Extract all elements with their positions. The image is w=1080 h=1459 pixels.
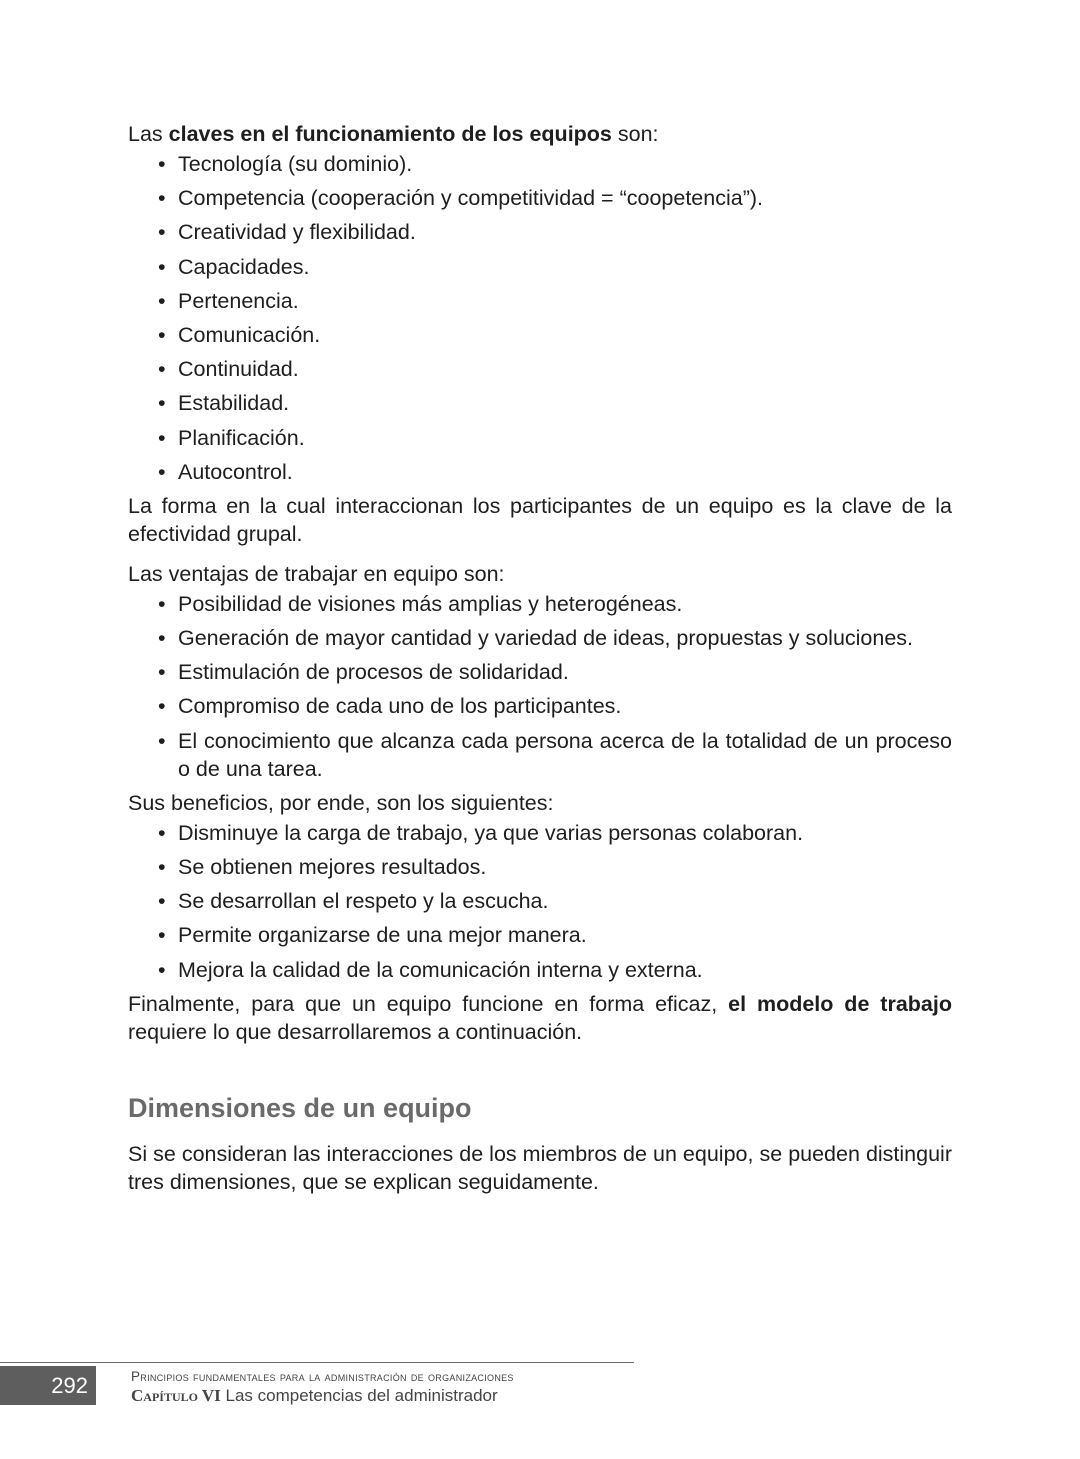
ventajas-intro: Las ventajas de trabajar en equipo son: [128, 561, 505, 586]
footer-divider [0, 1362, 634, 1363]
chapter-title: Las competencias del administrador [220, 1386, 498, 1405]
list-item: • Tecnología (su dominio). [178, 150, 952, 178]
list-item: • Planificación. [178, 424, 952, 452]
list-item: • Permite organizarse de una mejor manera. [178, 921, 952, 949]
final-paragraph: Finalmente, para que un equipo funcione en forma eficaz, el modelo de trabajo requiere lo que desarrollaremos a continuación. [128, 991, 952, 1044]
list-item: • Capacidades. [178, 253, 952, 281]
claves-intro: Las claves en el funcionamiento de los equipos son: [128, 122, 659, 146]
list-item: • Creatividad y flexibilidad. [178, 218, 952, 246]
list-item: • El conocimiento que alcanza cada persona acerca de la totalidad de un proceso o de una tarea. [178, 727, 952, 783]
page-number: 292 [0, 1366, 96, 1405]
list-item: • Disminuye la carga de trabajo, ya que varias personas colaboran. [178, 819, 952, 847]
list-item: • Competencia (cooperación y competitividad = “coopetencia”). [178, 184, 952, 212]
page-body [128, 120, 952, 1208]
list-item: • Continuidad. [178, 355, 952, 383]
modelo-bold: el modelo de trabajo [728, 991, 952, 1016]
list-item: • Autocontrol. [178, 458, 952, 486]
section-heading: Dimensiones de un equipo [128, 1092, 472, 1123]
chapter-line [131, 1386, 498, 1406]
book-title: Principios fundamentales para la administración de organizaciones [131, 1369, 514, 1384]
claves-list [128, 150, 952, 486]
ventajas-list [128, 590, 952, 783]
list-item: • Mejora la calidad de la comunicación interna y externa. [178, 956, 952, 984]
dimensiones-paragraph: Si se consideran las interacciones de los miembros de un equipo, se pueden distinguir tres dimensiones, que se explican seguidamente. [128, 1141, 952, 1194]
list-item: • Generación de mayor cantidad y variedad de ideas, propuestas y soluciones. [178, 624, 952, 652]
list-item: • Estimulación de procesos de solidaridad. [178, 658, 952, 686]
list-item: • Pertenencia. [178, 287, 952, 315]
claves-bold: claves en el funcionamiento de los equipos [168, 122, 612, 146]
list-item: • Compromiso de cada uno de los participantes. [178, 692, 952, 720]
chapter-label: Capítulo VI [131, 1386, 221, 1405]
forma-paragraph: La forma en la cual interaccionan los participantes de un equipo es la clave de la efectividad grupal. [128, 493, 952, 546]
list-item: • Comunicación. [178, 321, 952, 349]
list-item: • Se desarrollan el respeto y la escucha. [178, 887, 952, 915]
beneficios-list [128, 819, 952, 984]
list-item: • Se obtienen mejores resultados. [178, 853, 952, 881]
beneficios-intro: Sus beneficios, por ende, son los siguientes: [128, 790, 554, 815]
list-item: • Posibilidad de visiones más amplias y heterogéneas. [178, 590, 952, 618]
list-item: • Estabilidad. [178, 389, 952, 417]
